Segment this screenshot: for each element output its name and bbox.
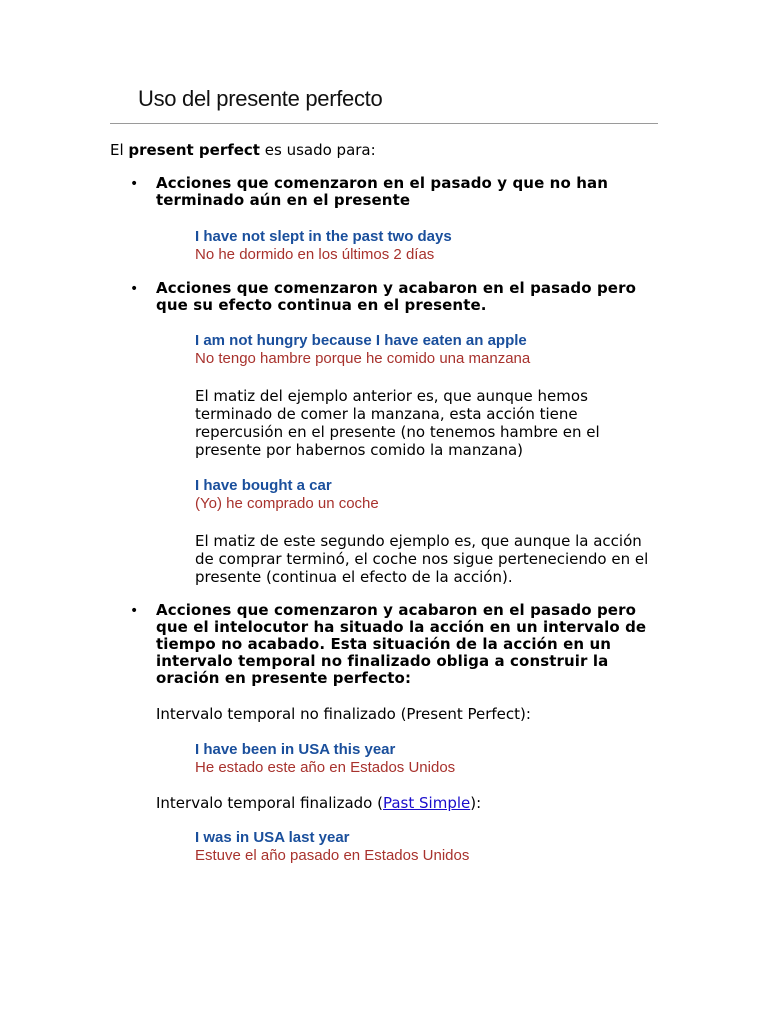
title-divider [110, 123, 658, 124]
explanation-paragraph: El matiz de este segundo ejemplo es, que aunque la acción de comprar terminó, el coche nos sigue perteneciendo en el presente (continua el efecto de la acción). [195, 532, 649, 586]
example-spanish: No tengo hambre porque he comido una manzana [195, 350, 531, 367]
example-spanish: No he dormido en los últimos 2 días [195, 246, 435, 263]
intro-prefix: El [110, 141, 129, 159]
explanation-paragraph: El matiz del ejemplo anterior es, que aunque hemos terminado de comer la manzana, esta acción tiene repercusión en el presente (no tenemos hambre en el presente por habernos comido la manzana) [195, 387, 600, 459]
bullet-marker: • [130, 603, 139, 619]
bullet-marker: • [130, 176, 139, 192]
example-spanish: Estuve el año pasado en Estados Unidos [195, 847, 470, 864]
example-spanish: He estado este año en Estados Unidos [195, 759, 456, 776]
example-english: I was in USA last year [195, 829, 350, 846]
intro-sentence [110, 141, 376, 159]
example-english: I have bought a car [195, 477, 332, 494]
bullet-item-text: Acciones que comenzaron y acabaron en el pasado pero que el intelocutor ha situado la acción en un intervalo de tiempo no acabado. Esta situación de la acción en un intervalo temporal no finalizado obliga a construir la oración en presente perfecto: [156, 601, 647, 687]
bullet-marker: • [130, 281, 139, 297]
past-simple-link[interactable]: Past Simple [382, 794, 471, 812]
intro-suffix: es usado para: [259, 141, 376, 159]
intro-bold-term: present perfect [128, 141, 260, 159]
example-spanish: (Yo) he comprado un coche [195, 495, 379, 512]
bullet-item-text: Acciones que comenzaron y acabaron en el pasado pero que su efecto continua en el presente. [156, 279, 636, 314]
example-english: I have been in USA this year [195, 741, 396, 758]
example-english: I am not hungry because I have eaten an apple [195, 332, 527, 349]
page-title: Uso del presente perfecto [138, 86, 383, 111]
interval-finished-prefix: Intervalo temporal finalizado ( [156, 794, 383, 812]
interval-unfinished-label: Intervalo temporal no finalizado (Present Perfect): [156, 705, 531, 723]
bullet-item-text: Acciones que comenzaron en el pasado y que no han terminado aún en el presente [156, 174, 608, 209]
interval-finished-label [156, 794, 481, 812]
example-english: I have not slept in the past two days [195, 228, 452, 245]
interval-finished-suffix: ): [470, 794, 482, 812]
